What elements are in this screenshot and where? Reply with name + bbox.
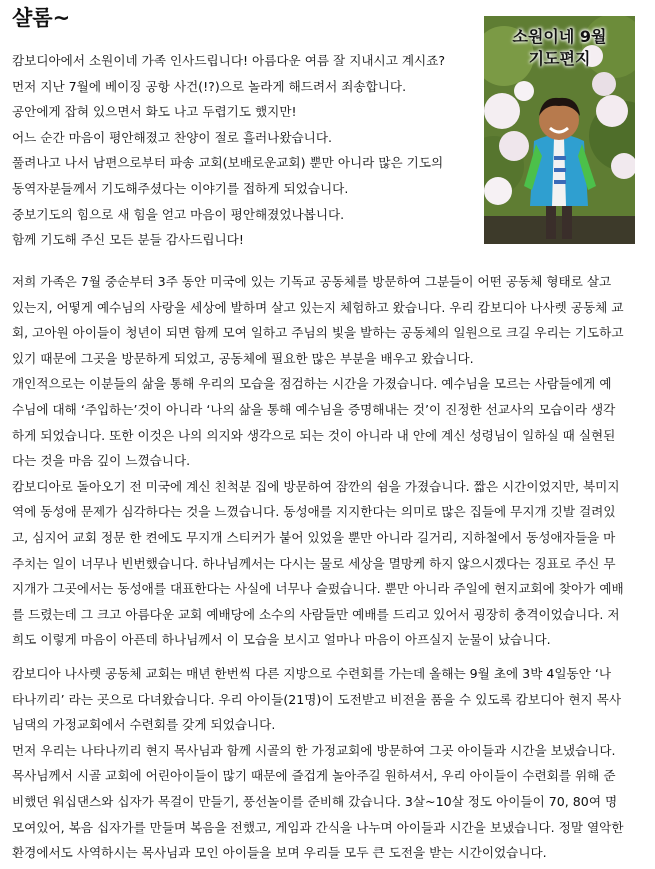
- body-line: 있는지, 어떻게 예수님의 사랑을 세상에 발하며 살고 있는지 체험하고 왔습니다. 우리 캄보디아 나사렛 공동체 교: [12, 299, 624, 315]
- child-photo: [484, 16, 635, 244]
- body-line: 캄보디아로 돌아오기 전 미국에 계신 친척분 집에 방문하여 잠깐의 쉼을 가졌습니다. 짧은 시간이었지만, 북미지: [12, 478, 620, 494]
- body-line: 있기 때문에 그곳을 방문하게 되었고, 공동체에 필요한 많은 부분을 배우고 왔습니다.: [12, 350, 474, 366]
- intro-line: 풀려나고 나서 남편으로부터 파송 교회(보배로운교회) 뿐만 아니라 많은 기도의: [12, 155, 444, 171]
- body-line: 고, 심지어 교회 정문 한 켠에도 무지개 스티커가 붙어 있었을 뿐만 아니라 길거리, 지하철에서 동성애자들을 마: [12, 529, 616, 545]
- section-retreat: [12, 661, 646, 866]
- intro-line: 함께 기도해 주신 모든 분들 감사드립니다!: [12, 232, 244, 248]
- body-line: 를 드렸는데 그 크고 아름다운 교회 예배당에 소수의 사람들만 예배를 드리고 있어서 굉장히 충격이었습니다. 저: [12, 606, 620, 622]
- intro-line: 동역자분들께서 기도해주셨다는 이야기를 접하게 되었습니다.: [12, 180, 349, 196]
- body-line: 타나끼리’ 라는 곳으로 다녀왔습니다. 우리 아이들(21명)이 도전받고 비전을 품을 수 있도록 캄보디아 현지 목사: [12, 691, 622, 707]
- body-line: 먼저 우리는 나타나끼리 현지 목사님과 함께 시골의 한 가정교회에 방문하여 그곳 아이들과 시간을 보냈습니다.: [12, 742, 616, 758]
- body-line: 주치는 일이 너무나 빈번했습니다. 하나님께서는 다시는 물로 세상을 멸망케 하지 않으시겠다는 징표로 주신 무: [12, 555, 616, 571]
- body-line: 목사님께서 시골 교회에 어린아이들이 많기 때문에 즐겁게 놀아주길 원하셔서, 우리 아이들이 수련회를 위해 준: [12, 768, 616, 784]
- intro-line: 캄보디아에서 소원이네 가족 인사드립니다! 아름다운 여름 잘 지내시고 계시죠?: [12, 53, 446, 68]
- photo-caption-line: 기도편지: [528, 49, 591, 68]
- body-line: 다는 것을 마음 깊이 느꼈습니다.: [12, 453, 191, 469]
- intro-line: 중보기도의 힘으로 새 힘을 얻고 마음이 평안해졌었나봅니다.: [12, 206, 345, 222]
- body-line: 저희 가족은 7월 중순부터 3주 동안 미국에 있는 기독교 공동체를 방문하여 그분들이 어떤 공동체 형태로 살고: [12, 274, 612, 289]
- body-line: 희도 이렇게 마음이 아픈데 하나님께서 이 모습을 보시고 얼마나 마음이 아프실지 눈물이 났습니다.: [12, 632, 551, 648]
- intro-line: 어느 순간 마음이 평안해졌고 찬양이 절로 흘러나왔습니다.: [12, 129, 332, 145]
- body-line: 개인적으로는 이분들의 삶을 통해 우리의 모습을 점검하는 시간을 가졌습니다. 예수님을 모르는 사람들에게 예: [12, 376, 612, 392]
- section-us-visit: [12, 269, 646, 653]
- body-line: 캄보디아 나사렛 공동체 교회는 매년 한번씩 다른 지방으로 수련회를 가는데 올해는 9월 초에 3박 4일동안 ‘나: [12, 666, 612, 681]
- body-line: 역에 동성애 문제가 심각하다는 것을 느꼈습니다. 동성애를 지지한다는 의미로 많은 집들에 무지개 깃발 걸려있: [12, 504, 616, 520]
- intro-line: 공안에게 잡혀 있으면서 화도 나고 두렵기도 했지만!: [12, 104, 297, 120]
- body-line: 회, 고아원 아이들이 청년이 되면 함께 모여 일하고 주님의 빛을 발하는 공동체의 일원으로 크길 우리는 기도하고: [12, 325, 624, 341]
- body-line: 하게 되었습니다. 또한 이것은 나의 의지와 생각으로 되는 것이 아니라 내 안에 계신 성령님이 일하실 때 실현된: [12, 427, 616, 443]
- greeting-heading: 샬롬~: [12, 6, 71, 30]
- photo-caption-line: 소원이네 9월: [512, 27, 607, 46]
- body-line: 지개가 그곳에서는 동성애를 대표한다는 사실에 너무나 슬펐습니다. 뿐만 아니라 주일에 현지교회에 찾아가 예배: [12, 581, 624, 597]
- body-line: 모여있어, 복음 십자가를 만들며 복음을 전했고, 게임과 간식을 나누며 아이들과 시간을 보냈습니다. 정말 열악한: [12, 819, 624, 835]
- body-line: 님댁의 가정교회에서 수련회를 갖게 되었습니다.: [12, 717, 276, 733]
- body-line: 수님에 대해 ‘주입하는’것이 아니라 ‘나의 삶을 통해 예수님을 증명해내는 것’이 진정한 선교사의 모습이라 생각: [12, 401, 616, 417]
- body-line: 환경에서도 사역하시는 목사님과 모인 아이들을 보며 우리들 모두 큰 도전을 받는 시간이었습니다.: [12, 845, 547, 861]
- intro-line: 먼저 지난 7월에 베이징 공항 사건(!?)으로 놀라게 해드려서 죄송합니다.: [12, 78, 407, 94]
- photo-caption: [484, 26, 635, 70]
- body-line: 비했던 워십댄스와 십자가 목걸이 만들기, 풍선놀이를 준비해 갔습니다. 3살~10살 정도 아이들이 70, 80여 명: [12, 793, 618, 809]
- intro-paragraph: [12, 48, 482, 253]
